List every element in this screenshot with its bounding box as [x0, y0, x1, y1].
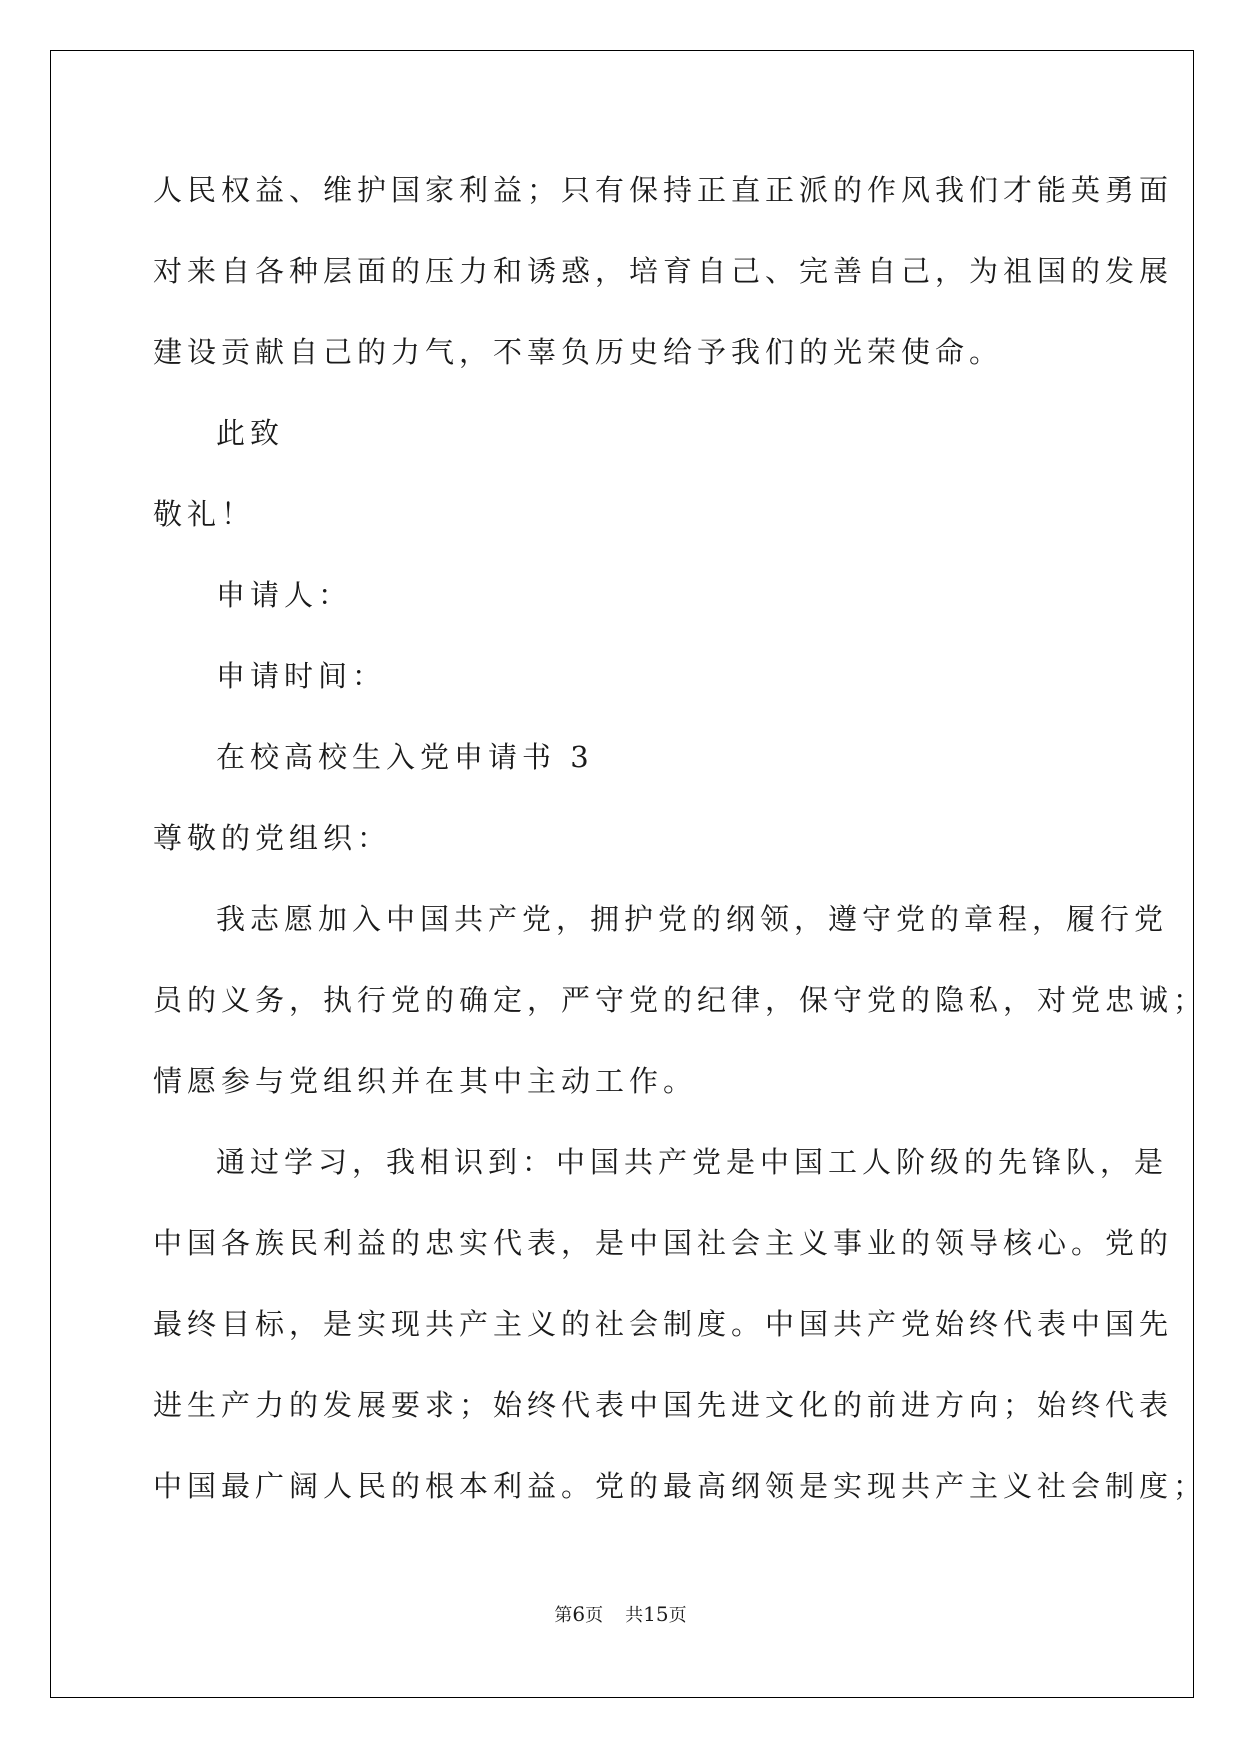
- paragraph-line: 中国最广阔人民的根本利益。党的最高纲领是实现共产主义社会制度；: [153, 1469, 1208, 1503]
- paragraph-line: 中国各族民利益的忠实代表，是中国社会主义事业的领导核心。党的: [153, 1226, 1174, 1260]
- closing-salutation: 此致: [216, 416, 285, 450]
- greeting: 尊敬的党组织：: [153, 821, 392, 855]
- paragraph-line: 对来自各种层面的压力和诱惑，培育自己、完善自己，为祖国的发展: [153, 254, 1174, 288]
- paragraph-line: 我志愿加入中国共产党，拥护党的纲领，遵守党的章程，履行党: [216, 902, 1169, 936]
- paragraph-line: 情愿参与党组织并在其中主动工作。: [153, 1064, 698, 1098]
- total-prefix: 共: [625, 1605, 644, 1626]
- section-title: 在校高校生入党申请书 3: [216, 740, 594, 774]
- applicant-label: 申请人：: [216, 578, 353, 612]
- total-suffix: 页: [668, 1605, 687, 1626]
- paragraph-line: 人民权益、维护国家利益；只有保持正直正派的作风我们才能英勇面: [153, 173, 1174, 207]
- paragraph-line: 通过学习，我相识到：中国共产党是中国工人阶级的先锋队，是: [216, 1145, 1169, 1179]
- paragraph-line: 员的义务，执行党的确定，严守党的纪律，保守党的隐私，对党忠诚；: [153, 983, 1208, 1017]
- page-total: 15: [643, 1602, 669, 1626]
- page-border: [50, 50, 1194, 1698]
- paragraph-line: 建设贡献自己的力气，不辜负历史给予我们的光荣使命。: [153, 335, 1004, 369]
- page-footer: [0, 1602, 1241, 1628]
- page-current: 6: [572, 1602, 586, 1626]
- paragraph-line: 进生产力的发展要求；始终代表中国先进文化的前进方向；始终代表: [153, 1388, 1174, 1422]
- paragraph-line: 最终目标，是实现共产主义的社会制度。中国共产党始终代表中国先: [153, 1307, 1174, 1341]
- closing-regards: 敬礼！: [153, 497, 256, 531]
- application-date-label: 申请时间：: [216, 659, 387, 693]
- page-prefix: 第: [554, 1605, 573, 1626]
- page-suffix: 页: [585, 1605, 604, 1626]
